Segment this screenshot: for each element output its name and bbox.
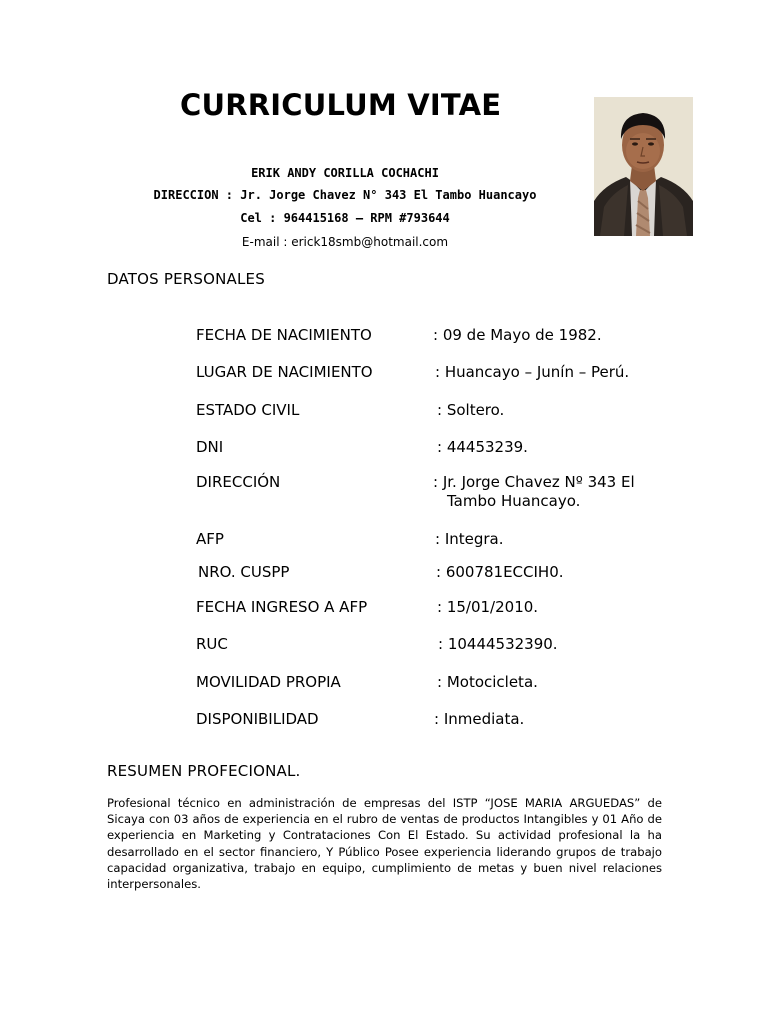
label-own-vehicle: MOVILIDAD PROPIA xyxy=(196,673,341,691)
value-afp-entry-date: : 15/01/2010. xyxy=(437,598,539,616)
label-birth-date: FECHA DE NACIMIENTO xyxy=(196,326,372,344)
value-birth-date: : 09 de Mayo de 1982. xyxy=(433,326,602,344)
profile-photo xyxy=(594,97,693,236)
value-dni: : 44453239. xyxy=(437,438,528,456)
value-own-vehicle: : Motocicleta. xyxy=(437,673,538,691)
portrait-image xyxy=(594,97,693,236)
label-ruc: RUC xyxy=(196,635,228,653)
value-civil-status: : Soltero. xyxy=(437,401,505,419)
header-address: DIRECCION : Jr. Jorge Chavez N° 343 El Tambo Huancayo xyxy=(153,188,537,202)
personal-data-heading: DATOS PERSONALES xyxy=(107,270,265,288)
label-civil-status: ESTADO CIVIL xyxy=(196,401,300,419)
value-birth-place: : Huancayo – Junín – Perú. xyxy=(435,363,630,381)
value-address-line2: Tambo Huancayo. xyxy=(447,492,581,510)
value-cuspp: : 600781ECCIH0. xyxy=(436,563,564,581)
label-afp-entry-date: FECHA INGRESO A AFP xyxy=(196,598,368,616)
value-availability: : Inmediata. xyxy=(434,710,525,728)
label-dni: DNI xyxy=(196,438,224,456)
professional-summary-text: Profesional técnico en administración de empresas del ISTP “JOSE MARIA ARGUEDAS” de Sicaya con 03 años de experiencia en el rubro de ventas de productos Intangibles y 01 Año de experiencia en Marketing y Contrataciones Con El Estado. Su actividad profesional la ha desarrollado en el sector financiero, Y Público Posee experiencia liderando grupos de trabajo capacidad organizativa, trabajo en equipo, cumplimiento de metas y buen nivel relaciones interpersonales. xyxy=(107,796,662,892)
value-ruc: : 10444532390. xyxy=(438,635,558,653)
header-email: E-mail : erick18smb@hotmail.com xyxy=(241,235,449,249)
full-name: ERIK ANDY CORILLA COCHACHI xyxy=(251,166,439,180)
professional-summary-heading: RESUMEN PROFECIONAL. xyxy=(107,762,301,780)
header-phone: Cel : 964415168 – RPM #793644 xyxy=(240,211,450,225)
label-address: DIRECCIÓN xyxy=(196,473,281,491)
document-title: CURRICULUM VITAE xyxy=(180,88,502,122)
value-afp: : Integra. xyxy=(435,530,504,548)
label-birth-place: LUGAR DE NACIMIENTO xyxy=(196,363,373,381)
label-availability: DISPONIBILIDAD xyxy=(196,710,319,728)
value-address: : Jr. Jorge Chavez Nº 343 El xyxy=(433,473,635,491)
label-cuspp: NRO. CUSPP xyxy=(198,563,290,581)
label-afp: AFP xyxy=(196,530,224,548)
